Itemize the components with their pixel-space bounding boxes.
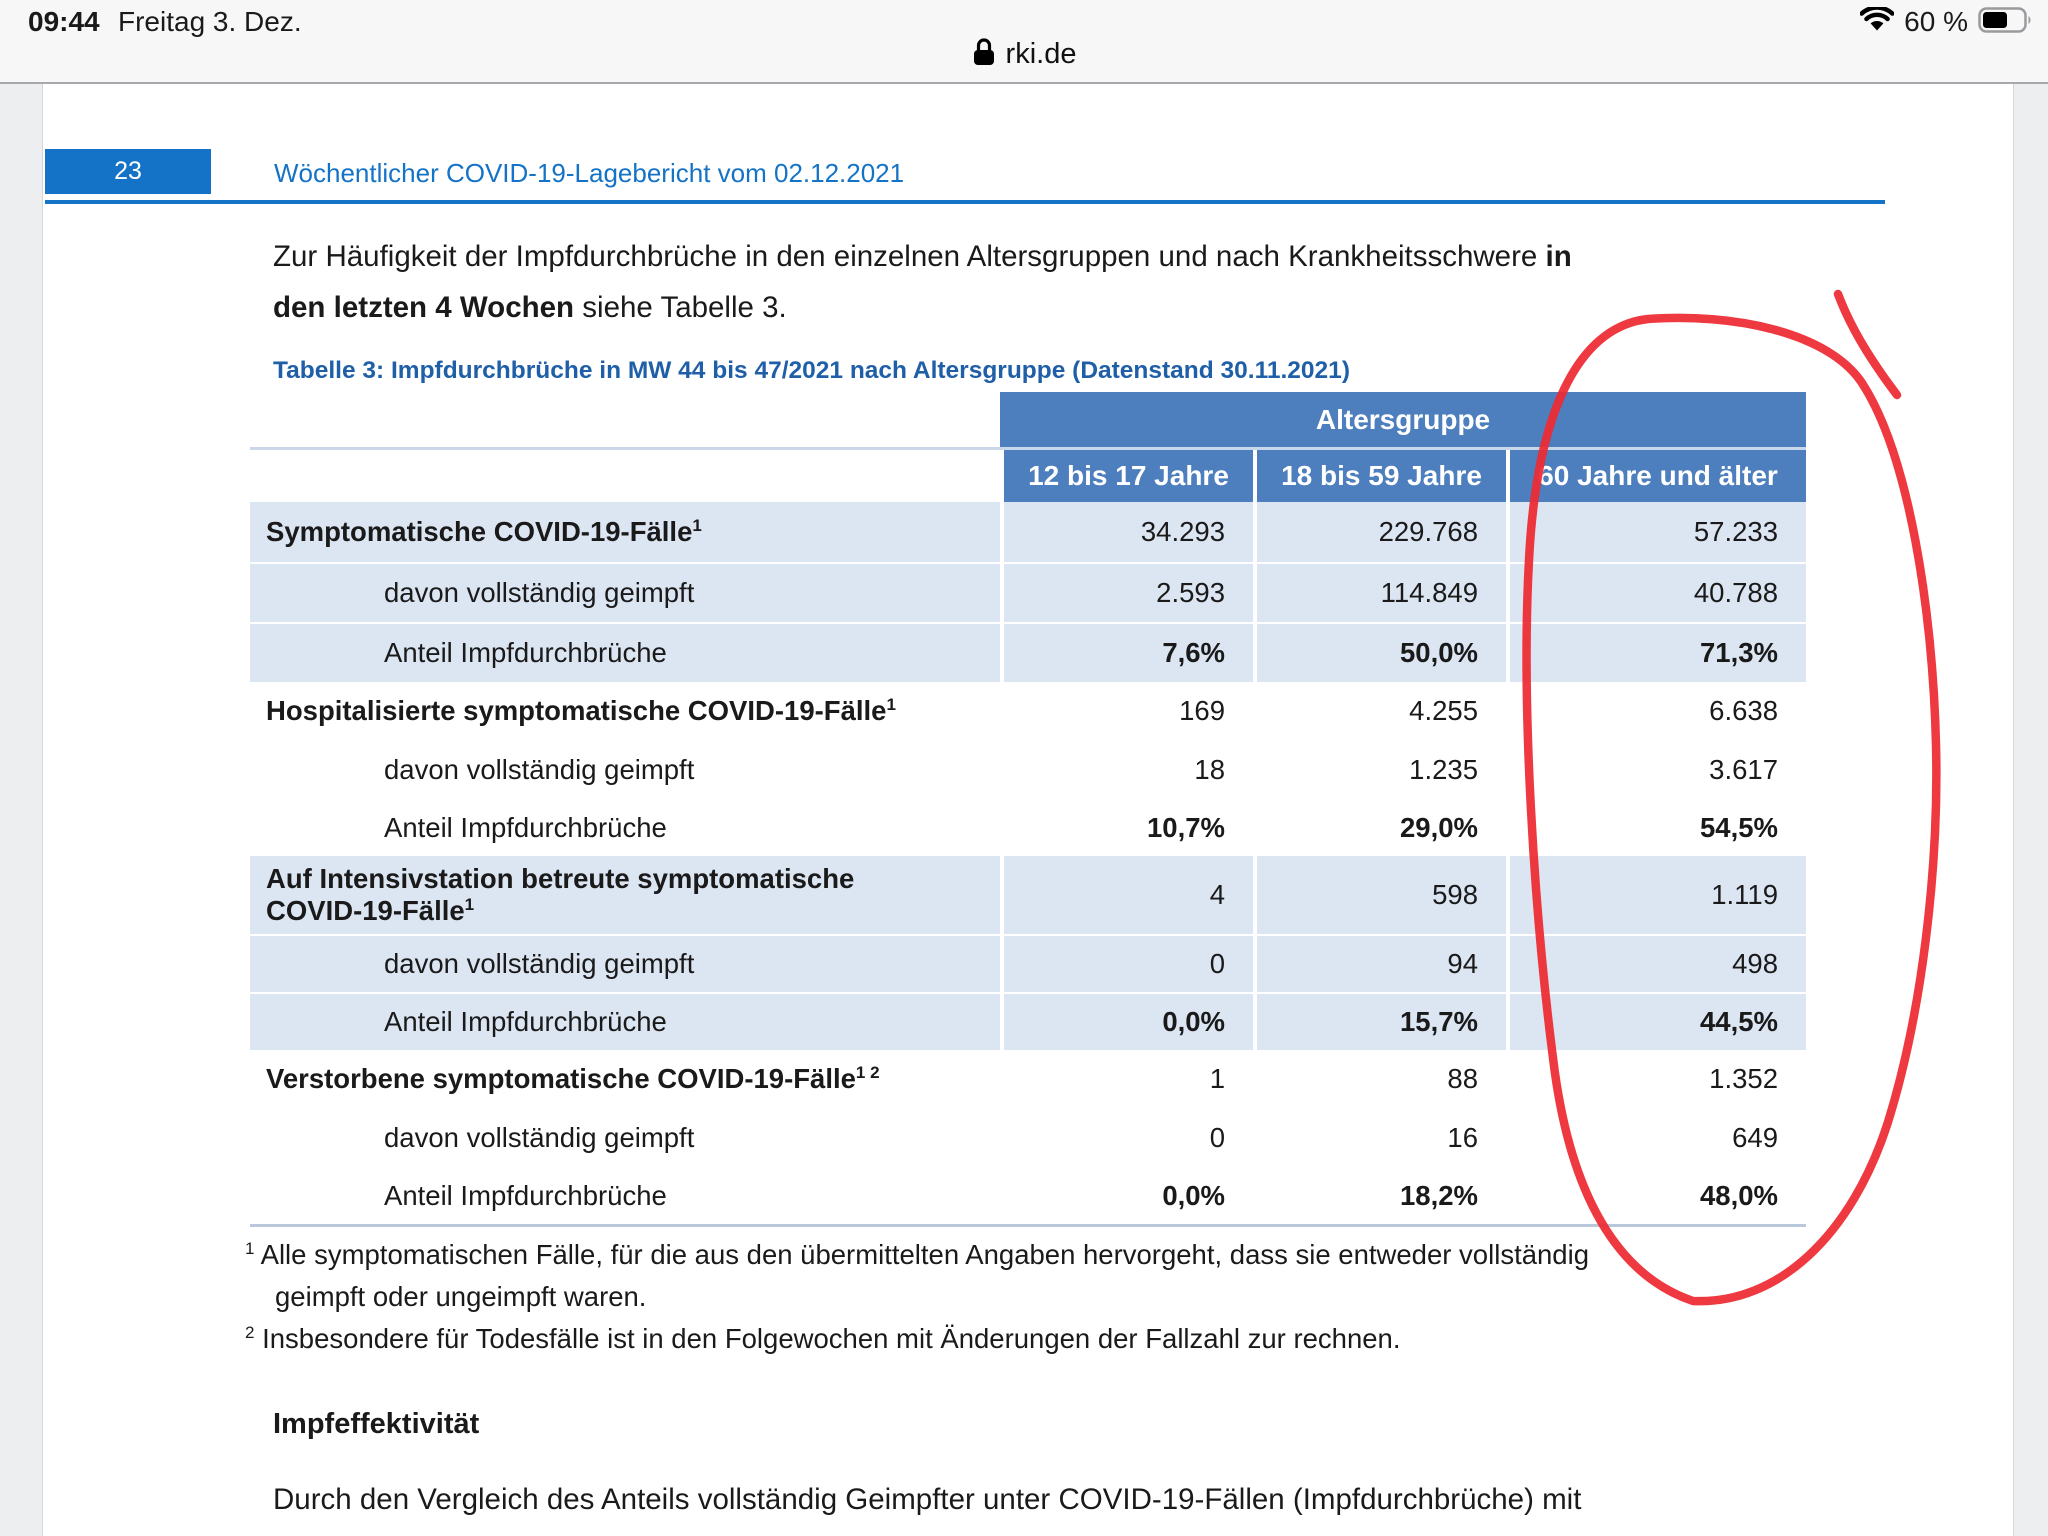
cell-value: 15,7% <box>1253 992 1506 1050</box>
cell-value: 94 <box>1253 934 1506 992</box>
cell-value: 0 <box>1000 1108 1253 1166</box>
footnotes <box>245 1234 1790 1360</box>
table-row <box>250 798 1806 856</box>
footnote: $^2$ Insbesondere für Todesfälle ist in den Folgewochen mit Änderungen der Fallzahl zur rechnen. <box>245 1322 1401 1354</box>
row-label: Verstorbene symptomatische COVID-19-Fälle$^{1 2}$ <box>266 1062 880 1094</box>
battery-percent-label: 60 % <box>1904 6 1968 37</box>
table-row <box>250 1108 1806 1166</box>
table-row <box>250 682 1806 740</box>
table-row <box>250 1050 1806 1108</box>
cell-value: 16 <box>1253 1108 1506 1166</box>
cell-value: 498 <box>1506 934 1806 992</box>
cell-value: 57.233 <box>1506 502 1806 562</box>
cell-value: 0 <box>1000 934 1253 992</box>
section-heading: Impfeffektivität <box>273 1408 480 1440</box>
cell-value: 3.617 <box>1506 740 1806 798</box>
cell-value: 1.119 <box>1506 856 1806 934</box>
intro-line2: siehe Tabelle 3. <box>574 291 787 324</box>
cell-value: 169 <box>1000 682 1253 740</box>
lock-icon <box>972 37 996 72</box>
row-label: davon vollständig geimpft <box>250 934 1000 992</box>
cell-value: 44,5% <box>1506 992 1806 1050</box>
table-caption: Tabelle 3: Impfdurchbrüche in MW 44 bis 47/2021 nach Altersgruppe (Datenstand 30.11.2021) <box>273 357 1350 384</box>
cell-value: 48,0% <box>1506 1166 1806 1224</box>
cell-value: 40.788 <box>1506 562 1806 622</box>
status-date: Freitag 3. Dez. <box>118 6 302 37</box>
column-header-cell: 18 bis 59 Jahre <box>1253 450 1506 502</box>
status-time: 09:44 <box>28 6 100 37</box>
cell-value: 1 <box>1000 1050 1253 1108</box>
table-row <box>250 562 1806 622</box>
table-group-header-row <box>250 392 1806 450</box>
cell-value: 4 <box>1000 856 1253 934</box>
cell-value: 10,7% <box>1000 798 1253 856</box>
table-row <box>250 622 1806 682</box>
cell-value: 2.593 <box>1000 562 1253 622</box>
browser-chrome <box>0 0 2048 84</box>
table-row <box>250 856 1806 934</box>
row-label: Hospitalisierte symptomatische COVID-19-Fälle$^1$ <box>266 694 896 726</box>
row-label: Anteil Impfdurchbrüche <box>250 622 1000 682</box>
table-column-header-row <box>250 450 1806 502</box>
cell-value: 29,0% <box>1253 798 1506 856</box>
cell-value: 1.235 <box>1253 740 1506 798</box>
cell-value: 71,3% <box>1506 622 1806 682</box>
row-label: davon vollständig geimpft <box>250 1108 1000 1166</box>
intro-line1: Zur Häufigkeit der Impfdurchbrüche in den einzelnen Altersgruppen und nach Krankheitsschwere <box>273 240 1546 273</box>
page-number: 23 <box>114 157 142 185</box>
row-label: davon vollständig geimpft <box>250 740 1000 798</box>
cell-value: 4.255 <box>1253 682 1506 740</box>
row-label: Anteil Impfdurchbrüche <box>250 798 1000 856</box>
cell-value: 50,0% <box>1253 622 1506 682</box>
cell-value: 114.849 <box>1253 562 1506 622</box>
table-row <box>250 934 1806 992</box>
column-header-cell: 60 Jahre und älter <box>1506 450 1806 502</box>
table-row <box>250 1166 1806 1224</box>
cell-value: 34.293 <box>1000 502 1253 562</box>
document-header-title: Wöchentlicher COVID-19-Lagebericht vom 02.12.2021 <box>274 158 905 188</box>
row-label: Anteil Impfdurchbrüche <box>250 992 1000 1050</box>
table-row <box>250 992 1806 1050</box>
cell-value: 598 <box>1253 856 1506 934</box>
intro-line2-bold: den letzten 4 Wochen <box>273 291 575 324</box>
table-bottom-rule <box>250 1224 1806 1227</box>
cell-value: 0,0% <box>1000 992 1253 1050</box>
cell-value: 88 <box>1253 1050 1506 1108</box>
table-row <box>250 502 1806 562</box>
group-header-cell: Altersgruppe <box>1000 392 1806 447</box>
row-label: Anteil Impfdurchbrüche <box>250 1166 1000 1224</box>
cell-value: 1.352 <box>1506 1050 1806 1108</box>
intro-paragraph <box>273 231 1773 333</box>
cell-value: 7,6% <box>1000 622 1253 682</box>
cell-value: 0,0% <box>1000 1166 1253 1224</box>
table-body <box>250 502 1806 1224</box>
cell-value: 18 <box>1000 740 1253 798</box>
url-text: rki.de <box>1005 37 1077 70</box>
data-table <box>250 392 1806 1227</box>
page-number-badge <box>45 149 211 194</box>
table-row <box>250 740 1806 798</box>
cell-value: 6.638 <box>1506 682 1806 740</box>
column-header-cell: 12 bis 17 Jahre <box>1000 450 1253 502</box>
header-rule <box>45 200 1885 204</box>
url-bar[interactable] <box>0 32 2048 76</box>
intro-line1-bold: in <box>1545 240 1572 273</box>
cell-value: 54,5% <box>1506 798 1806 856</box>
footnote: $^1$ Alle symptomatischen Fälle, für die aus den übermittelten Angaben hervorgeht, dass sie entweder vollständig geimpft oder ungeimpft waren. <box>245 1238 1590 1312</box>
row-label: Symptomatische COVID-19-Fälle$^1$ <box>250 502 1000 562</box>
cell-value: 229.768 <box>1253 502 1506 562</box>
cell-value: 649 <box>1506 1108 1806 1166</box>
cell-value: 18,2% <box>1253 1166 1506 1224</box>
body-paragraph: Durch den Vergleich des Anteils vollständig Geimpfter unter COVID-19-Fällen (Impfdurchbrüche) mit <box>273 1483 1582 1516</box>
row-label: Auf Intensivstation betreute symptomatische COVID-19-Fälle$^1$ <box>250 856 1000 934</box>
row-label: davon vollständig geimpft <box>250 562 1000 622</box>
